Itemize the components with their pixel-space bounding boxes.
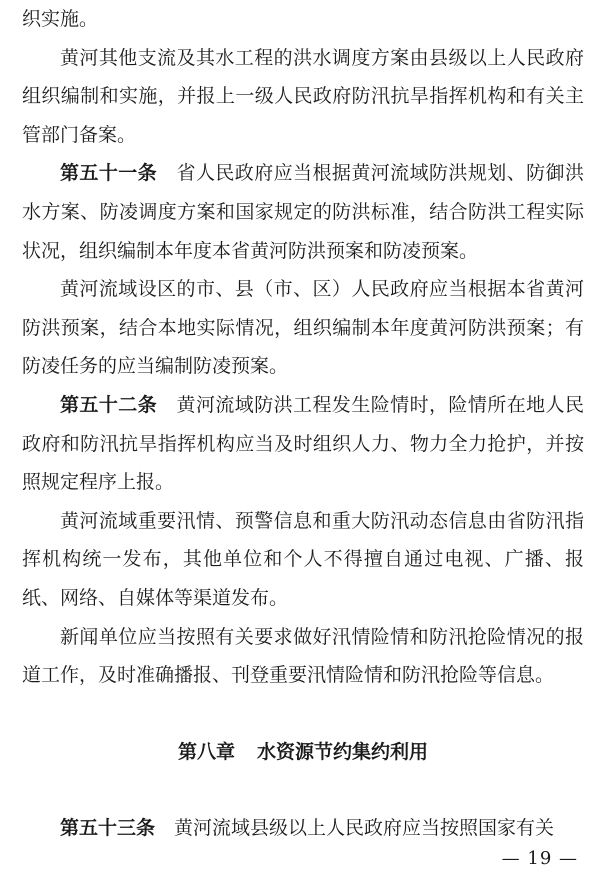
body-text bbox=[22, 0, 584, 848]
article-52 bbox=[22, 386, 584, 502]
paragraph-news-reporting: 新闻单位应当按照有关要求做好汛情险情和防汛抢险情况的报道工作，及时准确播报、刊登重要汛情险情和防汛抢险等信息。 bbox=[22, 625, 584, 687]
article-52-heading: 第五十二条 bbox=[60, 393, 158, 416]
paragraph-continuation: 织实施。 bbox=[22, 8, 99, 30]
paragraph-city-county-plans: 黄河流域设区的市、县（市、区）人民政府应当根据本省黄河防洪预案，结合本地实际情况，组织编制本年度黄河防洪预案；有防凌任务的应当编制防凌预案。 bbox=[22, 278, 584, 378]
page-number: — 19 — bbox=[501, 848, 578, 869]
article-52-body: 黄河流域防洪工程发生险情时，险情所在地人民政府和防汛抗旱指挥机构应当及时组织人力、物力全力抢护，并按照规定程序上报。 bbox=[22, 393, 584, 494]
paragraph-flood-info-release: 黄河流域重要汛情、预警信息和重大防汛动态信息由省防汛指挥机构统一发布，其他单位和个人不得擅自通过电视、广播、报纸、网络、自媒体等渠道发布。 bbox=[22, 509, 584, 609]
article-51-heading: 第五十一条 bbox=[60, 162, 158, 185]
chapter-title: 水资源节约集约利用 bbox=[257, 740, 429, 763]
chapter-number: 第八章 bbox=[177, 740, 235, 763]
article-51-body: 省人民政府应当根据黄河流域防洪规划、防御洪水方案、防凌调度方案和国家规定的防洪标准，结合防洪工程实际状况，组织编制本年度本省黄河防洪预案和防凌预案。 bbox=[22, 162, 584, 262]
article-51 bbox=[22, 154, 584, 270]
article-53 bbox=[22, 809, 584, 848]
article-53-body: 黄河流域县级以上人民政府应当按照国家有关 bbox=[174, 817, 555, 840]
paragraph-tributary-flood-plans: 黄河其他支流及其水工程的洪水调度方案由县级以上人民政府组织编制和实施，并报上一级人民政府防汛抗旱指挥机构和有关主管部门备案。 bbox=[22, 46, 584, 146]
article-53-heading: 第五十三条 bbox=[60, 817, 156, 840]
chapter-heading bbox=[22, 733, 584, 772]
